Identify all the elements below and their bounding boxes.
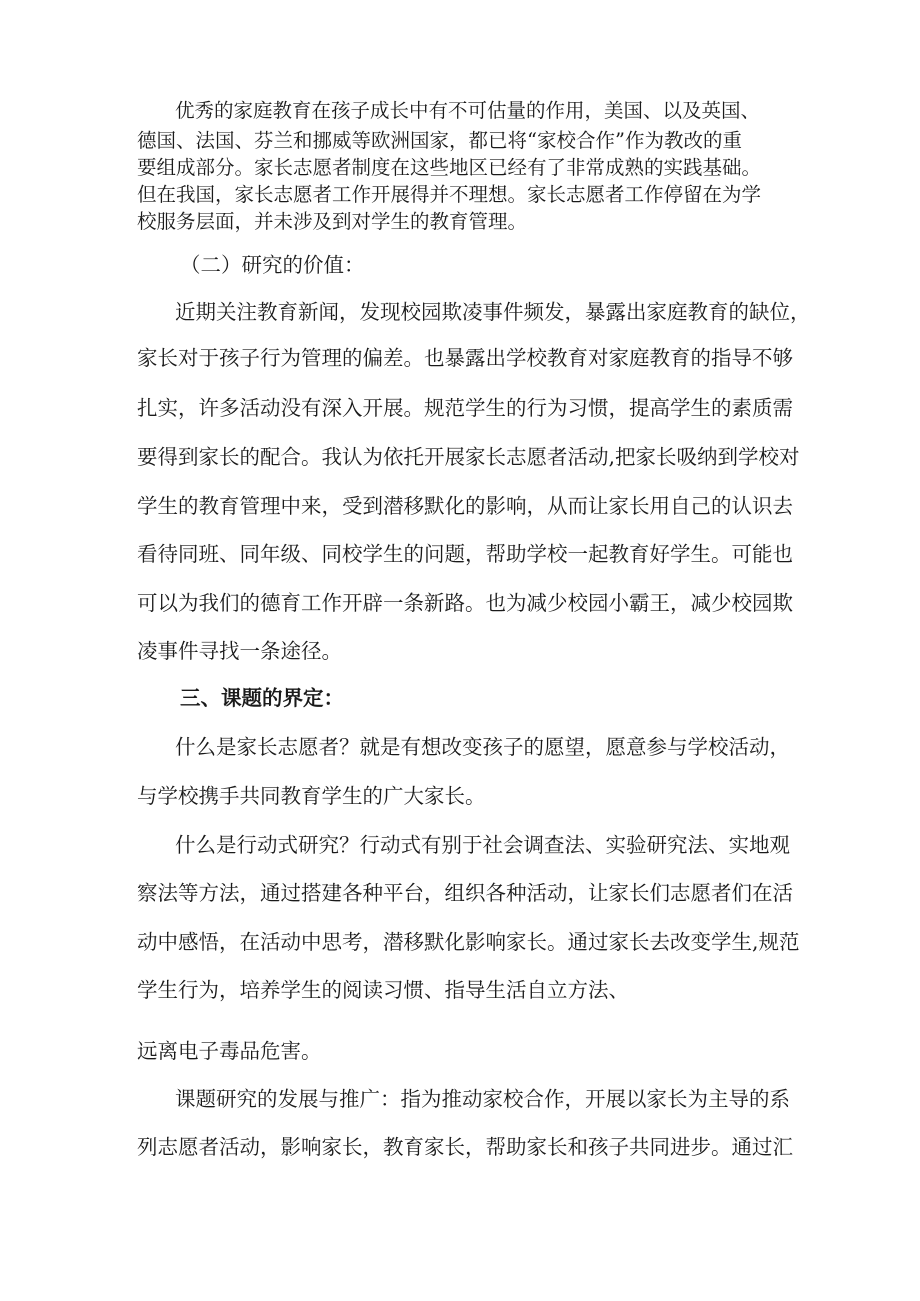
paragraph-2-line-2: 家长对于孩子行为管理的偏差。也暴露出学校教育对家庭教育的指导不够 [137,346,793,370]
paragraph-2-line-6: 看待同班、同年级、同校学生的问题，帮助学校一起教育好学生。可能也 [137,542,793,566]
paragraph-1-line-3: 要组成部分。家长志愿者制度在这些地区已经有了非常成熟的实践基础。 [137,156,762,179]
paragraph-3-line-1: 什么是家长志愿者？就是有想改变孩子的愿望，愿意参与学校活动， [175,735,790,759]
section-3-heading: 三、课题的界定： [180,686,344,710]
paragraph-4-line-1: 什么是行动式研究？行动式有别于社会调查法、实验研究法、实地观 [175,833,790,857]
paragraph-4-line-4: 学生行为，培养学生的阅读习惯、指导生活自立方法、 [137,978,629,1002]
paragraph-4-line-2: 察法等方法，通过搭建各种平台，组织各种活动，让家长们志愿者们在活 [137,881,793,905]
paragraph-3-line-2: 与学校携手共同教育学生的广大家长。 [137,784,486,808]
paragraph-2-line-1: 近期关注教育新闻，发现校园欺凌事件频发，暴露出家庭教育的缺位， [175,300,811,324]
paragraph-5-line-1: 课题研究的发展与推广：指为推动家校合作，开展以家长为主导的系 [175,1087,790,1111]
paragraph-2-line-3: 扎实，许多活动没有深入开展。规范学生的行为习惯，提高学生的素质需 [137,396,793,420]
paragraph-2-line-5: 学生的教育管理中来，受到潜移默化的影响，从而让家长用自己的认识去 [137,494,793,518]
paragraph-5-line-2: 列志愿者活动，影响家长，教育家长，帮助家长和孩子共同进步。通过汇 [137,1135,793,1159]
paragraph-1-line-1: 优秀的家庭教育在孩子成长中有不可估量的作用，美国、以及英国、 [175,99,761,122]
paragraph-2-line-8: 凌事件寻找一条途径。 [137,639,342,663]
paragraph-1-line-2: 德国、法国、芬兰和挪威等欧洲国家，都已将“家校合作”作为教改的重 [137,129,742,152]
section-2-heading: （二）研究的价值： [180,253,365,277]
paragraph-2-line-7: 可以为我们的德育工作开辟一条新路。也为减少校园小霸王，减少校园欺 [137,591,793,615]
paragraph-2-line-4: 要得到家长的配合。我认为依托开展家长志愿者活动,把家长吸纳到学校对 [137,445,800,469]
paragraph-1-line-5: 校服务层面，并未涉及到对学生的教育管理。 [137,210,528,233]
paragraph-4-line-5: 远离电子毒品危害。 [137,1039,322,1063]
paragraph-1-line-4: 但在我国，家长志愿者工作开展得并不理想。家长志愿者工作停留在为学 [137,183,762,206]
paragraph-4-line-3: 动中感悟，在活动中思考，潜移默化影响家长。通过家长去改变学生,规范 [137,930,800,954]
